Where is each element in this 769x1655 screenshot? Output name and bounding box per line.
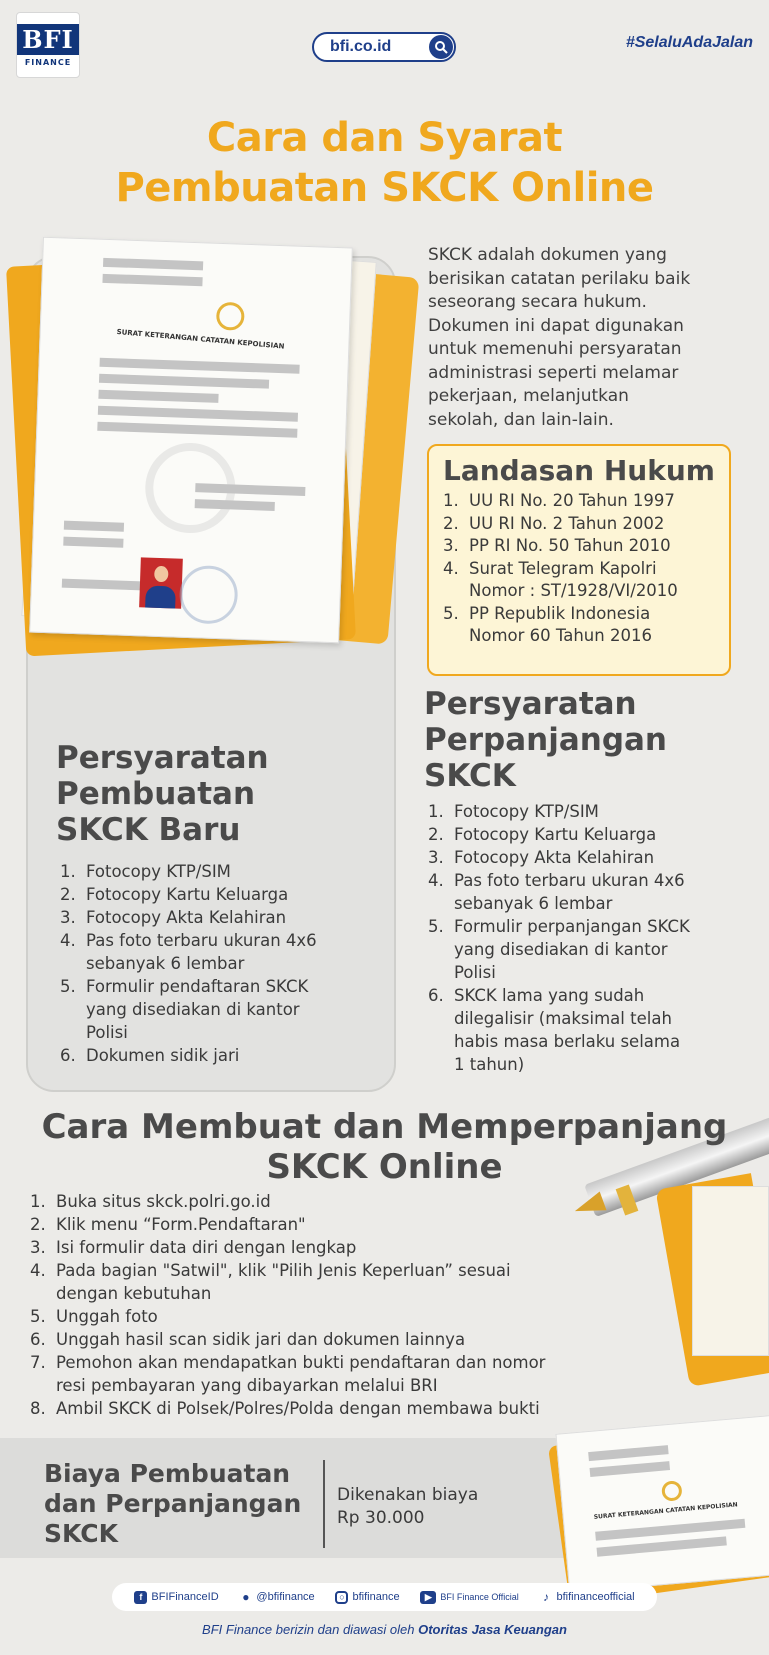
social-link-instagram[interactable]: ○ bfifinance: [335, 1591, 399, 1604]
landasan-hukum-box: [427, 444, 731, 676]
footer-note: BFI Finance berizin dan diawasi oleh Otoritas Jasa Keuangan: [202, 1622, 567, 1637]
list-item: 6. SKCK lama yang sudah dilegalisir (maksimal telah habis masa berlaku selama 1 tahun): [428, 986, 681, 1074]
perpanjangan-requirements-list: [428, 800, 758, 1076]
twitter-icon: ●: [242, 1590, 250, 1604]
list-item: 4. Pas foto terbaru ukuran 4x6 sebanyak 6 lembar: [60, 931, 317, 973]
facebook-icon: f: [134, 1591, 147, 1604]
paper-decoration: [692, 1186, 769, 1356]
list-item: 3. PP RI No. 50 Tahun 2010: [443, 536, 671, 555]
baru-title: Persyaratan Pembuatan SKCK Baru: [56, 740, 269, 848]
social-links-bar: [112, 1583, 657, 1611]
intro-text: SKCK adalah dokumen yang berisikan catatan perilaku baik seseorang secara hukum. Dokumen ini dapat digunakan untuk memenuhi persyaratan administrasi seperti melamar pekerjaan, melanjutkan sekolah, dan lain-lain.: [428, 245, 691, 430]
list-item: 5. Unggah foto: [30, 1307, 158, 1326]
list-item: 1. Fotocopy KTP/SIM: [428, 802, 599, 821]
list-item: 2. Klik menu “Form.Pendaftaran": [30, 1215, 306, 1234]
baru-requirements-list: [60, 860, 380, 1067]
search-icon[interactable]: [429, 35, 453, 59]
tiktok-icon: ♪: [543, 1590, 549, 1604]
list-item: 4. Surat Telegram Kapolri Nomor : ST/1928/VI/2010: [443, 558, 678, 600]
list-item: 5. Formulir perpanjangan SKCK yang disediakan di kantor Polisi: [428, 917, 690, 982]
page-title-line2: Pembuatan SKCK Online: [115, 165, 654, 211]
document-title-small: SURAT KETERANGAN CATATAN KEPOLISIAN: [593, 1501, 738, 1521]
list-item: 3. Fotocopy Akta Kelahiran: [60, 908, 287, 927]
list-item: 2. UU RI No. 2 Tahun 2002: [443, 513, 665, 533]
list-item: 4. Pas foto terbaru ukuran 4x6 sebanyak 6 lembar: [428, 871, 685, 913]
skck-document-illustration: [10, 238, 410, 658]
biaya-title: Biaya Pembuatan dan Perpanjangan SKCK: [44, 1459, 302, 1548]
bfi-logo[interactable]: [16, 12, 80, 78]
photo-icon: [139, 557, 183, 608]
list-item: 5. Formulir pendaftaran SKCK yang disediakan di kantor Polisi: [60, 977, 309, 1042]
list-item: 3. Isi formulir data diri dengan lengkap: [30, 1238, 357, 1257]
list-item: 1. UU RI No. 20 Tahun 1997: [443, 491, 675, 510]
cara-title-line2: SKCK Online: [266, 1147, 503, 1187]
list-item: 4. Pada bagian "Satwil", klik "Pilih Jenis Keperluan” sesuai dengan kebutuhan: [30, 1261, 511, 1303]
landasan-list: [443, 490, 715, 648]
list-item: 5. PP Republik Indonesia Nomor 60 Tahun 2016: [443, 603, 652, 645]
logo-mark: BFI: [17, 24, 79, 55]
list-item: 1. Fotocopy KTP/SIM: [60, 862, 231, 881]
biaya-divider: [323, 1460, 325, 1548]
youtube-icon: ▶: [420, 1591, 436, 1604]
document-illustration-bottom: [548, 1410, 769, 1580]
list-item: 3. Fotocopy Akta Kelahiran: [428, 848, 655, 867]
social-link-youtube[interactable]: ▶ BFI Finance Official: [420, 1591, 518, 1604]
list-item: 6. Dokumen sidik jari: [60, 1046, 240, 1065]
landasan-hukum-title: Landasan Hukum: [443, 454, 715, 487]
social-link-twitter[interactable]: ● @bfifinance: [239, 1591, 314, 1604]
list-item: 8. Ambil SKCK di Polsek/Polres/Polda dengan membawa bukti: [30, 1399, 540, 1418]
instagram-icon: ○: [335, 1591, 348, 1604]
police-emblem-icon: [216, 302, 245, 331]
list-item: 2. Fotocopy Kartu Keluarga: [428, 825, 657, 844]
cara-steps-list: [30, 1190, 670, 1420]
cara-title-line1: Cara Membuat dan Memperpanjang: [41, 1107, 728, 1147]
perpanjangan-title: Persyaratan Perpanjangan SKCK: [424, 686, 668, 794]
hashtag: #SelaluAdaJalan: [625, 34, 753, 51]
page-title-line1: Cara dan Syarat: [206, 115, 563, 161]
list-item: 6. Unggah hasil scan sidik jari dan dokumen lainnya: [30, 1330, 466, 1349]
website-search-pill[interactable]: [312, 32, 456, 62]
biaya-text: Dikenakan biaya Rp 30.000: [337, 1485, 479, 1528]
document-paper: [29, 237, 353, 644]
stamp-icon: [179, 565, 239, 625]
website-url[interactable]: bfi.co.id: [330, 38, 392, 55]
document-title: SURAT KETERANGAN CATATAN KEPOLISIAN: [116, 327, 285, 351]
list-item: 2. Fotocopy Kartu Keluarga: [60, 885, 289, 904]
social-link-facebook[interactable]: f BFIFinanceID: [134, 1591, 218, 1604]
logo-text: FINANCE: [24, 57, 72, 67]
police-emblem-icon: [661, 1480, 683, 1502]
list-item: 1. Buka situs skck.polri.go.id: [30, 1192, 271, 1211]
list-item: 7. Pemohon akan mendapatkan bukti pendaftaran dan nomor resi pembayaran yang dibayarkan melalui BRI: [30, 1353, 546, 1395]
social-link-tiktok[interactable]: ♪ bfifinanceofficial: [540, 1591, 635, 1604]
